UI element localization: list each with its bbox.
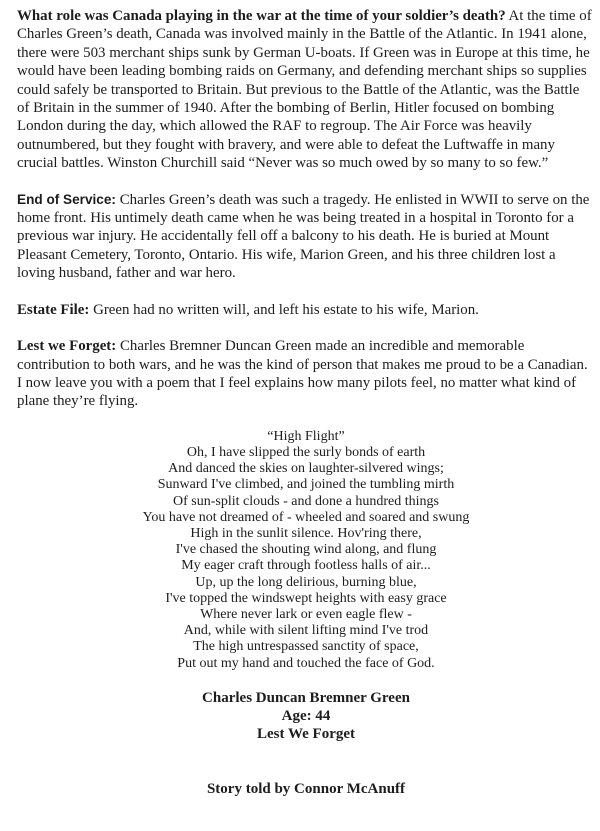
poem-lines xyxy=(17,445,595,672)
question-label: What role was Canada playing in the war at the time of your soldier’s death? xyxy=(17,8,506,24)
poem-line: Put out my hand and touched the face of God. xyxy=(177,655,435,671)
story-credit: Story told by Connor McAnuff xyxy=(206,781,406,798)
poem-line: You have not dreamed of - wheeled and soared and swung xyxy=(142,509,470,525)
soldier-age: Age: 44 xyxy=(281,707,331,724)
poem-line: My eager craft through footless halls of air... xyxy=(181,558,431,574)
lest-we-forget-label: Lest we Forget: xyxy=(17,338,117,355)
estate-file-label: Estate File: xyxy=(17,301,90,318)
poem-line: Of sun-split clouds - and done a hundred things xyxy=(173,493,439,509)
poem-line: Oh, I have slipped the surly bonds of earth xyxy=(186,444,426,460)
poem xyxy=(17,429,595,672)
soldier-name: Charles Duncan Bremner Green xyxy=(202,689,410,706)
question-body: At the time of Charles Green’s death, Canada was involved mainly in the Battle of the Atlantic. In 1941 alone, there were 503 merchant ships sunk by German U-boats. If Green was in Europe at this time, he would have been leading bombing raids on Germany, and defending merchant ships so supplies could safely be transported to Britain. But previous to the Battle of the Atlantic, was the Battle of Britain in the summer of 1940. After the bombing of Berlin, Hitler focused on bombing London during the day, which allowed the RAF to regroup. The Air Force was heavily outnumbered, but they fought with bravery, and were able to defeat the Luftwaffe in many crucial battles. Winston Churchill said “Never was so much owed by so many to so few.” xyxy=(17,8,592,172)
signature-block xyxy=(17,689,595,744)
end-of-service-label: End of Service: xyxy=(17,191,116,207)
poem-line: Up, up the long delirious, burning blue, xyxy=(195,574,417,590)
poem-line: Where never lark or even eagle flew - xyxy=(200,606,412,622)
poem-line: The high untrespassed sanctity of space, xyxy=(193,639,419,655)
poem-line: And, while with silent lifting mind I've trod xyxy=(183,623,429,639)
end-of-service-body: Charles Green’s death was such a tragedy. He enlisted in WWII to serve on the home front. His untimely death came when he was being treated in a hospital in Toronto for a previous war injury. He accidentally fell off a balcony to his death. He is buried at Mount Pleasant Cemetery, Toronto, Ontario. His wife, Marion Green, and his three children lost a loving husband, father and war hero. xyxy=(17,191,590,282)
poem-line: I've topped the windswept heights with easy grace xyxy=(165,590,447,606)
estate-file-body: Green had no written will, and left his estate to his wife, Marion. xyxy=(89,301,479,318)
lest-we-forget-body: Charles Bremner Duncan Green made an incredible and memorable contribution to both wars, and he was the kind of person that makes me proud to be a Canadian. I now leave you with a poem that I feel explains how many pilots feel, no matter what kind of plane they’re flying. xyxy=(17,338,588,410)
lest-we-forget-paragraph xyxy=(17,337,595,411)
motto: Lest We Forget xyxy=(256,726,356,743)
poem-line: I've chased the shouting wind along, and flung xyxy=(175,542,437,558)
poem-line: Sunward I've climbed, and joined the tumbling mirth xyxy=(157,477,455,493)
poem-line: High in the sunlit silence. Hov'ring there, xyxy=(190,525,422,541)
poem-line: And danced the skies on laughter-silvered wings; xyxy=(168,461,444,477)
poem-title: “High Flight” xyxy=(267,428,345,444)
estate-file-paragraph xyxy=(17,301,595,319)
question-paragraph xyxy=(17,7,595,173)
end-of-service-paragraph xyxy=(17,191,595,283)
